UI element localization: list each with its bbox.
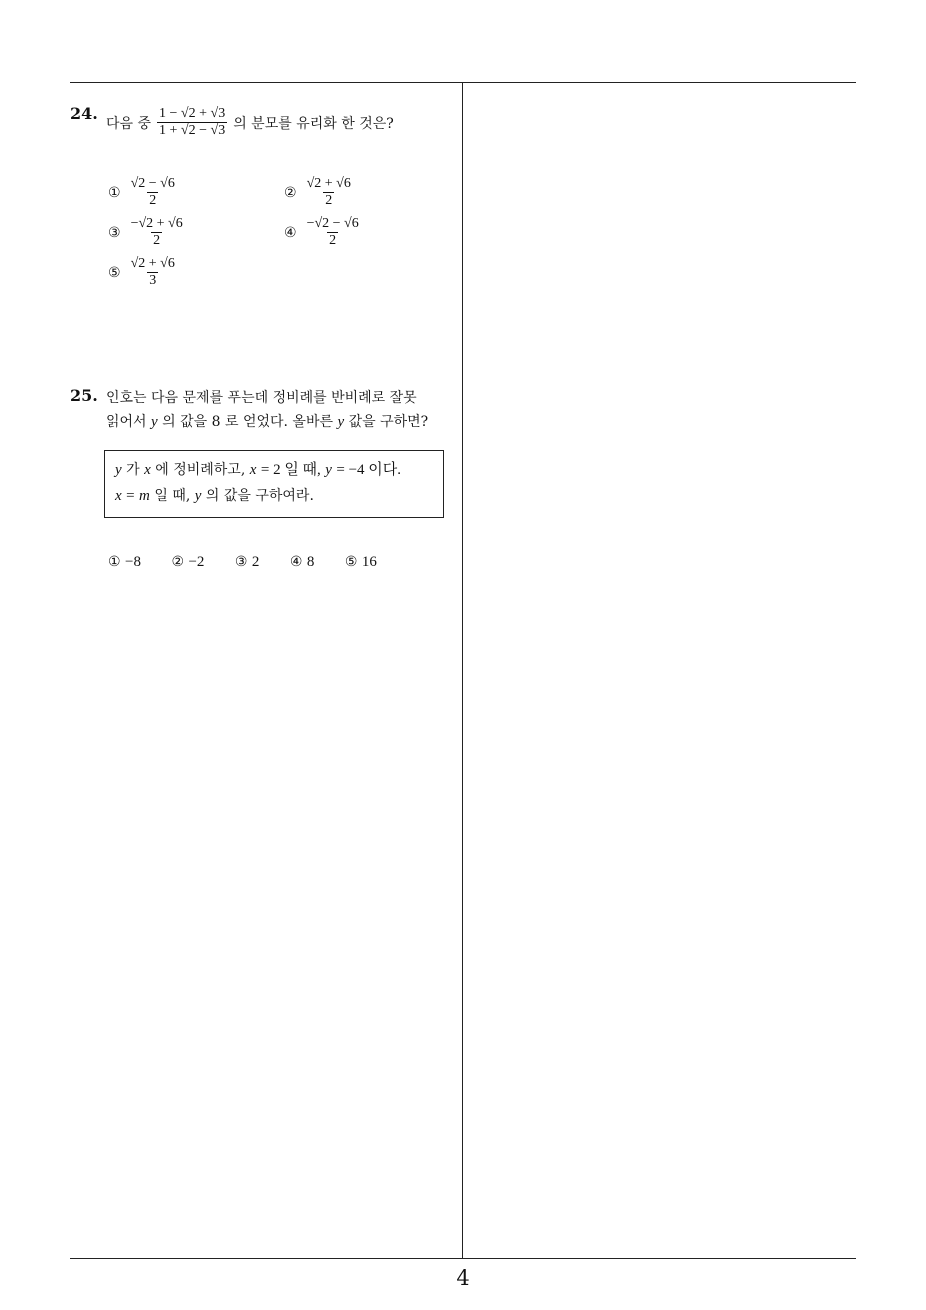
choice-2[interactable]: [284, 176, 353, 209]
choice-1[interactable]: [108, 176, 177, 209]
choice-4[interactable]: [284, 216, 361, 249]
variable-y: y: [115, 462, 122, 478]
choice-1[interactable]: [108, 554, 141, 571]
stem-text: 값을 구하면?: [348, 414, 429, 430]
box-text: = 2 일 때,: [260, 462, 321, 478]
variable-x: x: [249, 462, 257, 478]
choice-value: −2: [188, 554, 205, 570]
box-text: =: [126, 488, 135, 504]
fraction-numerator: √2 − √6: [130, 176, 175, 191]
fraction-denominator: 2: [325, 193, 333, 208]
choice-5[interactable]: [108, 256, 177, 289]
choice-fraction: [305, 216, 361, 249]
fraction-denominator: 2: [329, 233, 337, 248]
question-stem: [106, 386, 428, 434]
choice-2[interactable]: [171, 554, 204, 571]
stem-line-1: 인호는 다음 문제를 푸는데 정비례를 반비례로 잘못: [106, 390, 417, 406]
top-rule: [70, 82, 856, 83]
stem-line-2: [106, 410, 428, 434]
question-number: 24.: [70, 104, 98, 123]
box-text: 에 정비례하고,: [155, 462, 246, 478]
choice-mark: ⑤: [344, 554, 358, 570]
choice-value: 8: [306, 554, 315, 570]
choice-fraction: [305, 176, 353, 209]
box-line-1: [115, 457, 433, 483]
choice-mark: ②: [171, 554, 184, 570]
stem-suffix: 의 분모를 유리화 한 것은?: [233, 115, 394, 132]
fraction-denominator: 1 + √2 − √3: [159, 123, 226, 138]
fraction-denominator: 2: [149, 193, 157, 208]
question-24: [70, 104, 460, 304]
choice-mark: ②: [284, 184, 297, 201]
choice-5[interactable]: [345, 554, 377, 571]
choice-fraction: [129, 256, 177, 289]
box-text: 일 때,: [154, 488, 191, 504]
page-number: 4: [456, 1266, 470, 1290]
choice-mark: ③: [108, 224, 121, 241]
fraction-numerator: −√2 + √6: [130, 216, 183, 231]
fraction-numerator: −√2 − √6: [306, 216, 359, 231]
box-text: 가: [126, 462, 140, 478]
choice-value: −8: [125, 554, 141, 570]
choice-mark: ④: [284, 224, 297, 241]
stem-fraction: [157, 106, 227, 139]
box-text: = −4 이다.: [336, 462, 402, 478]
variable-x: x: [144, 462, 151, 478]
stem-prefix: 다음 중: [106, 115, 152, 132]
choice-value: 2: [251, 554, 260, 570]
box-line-2: [115, 483, 433, 509]
choice-mark: ⑤: [108, 264, 121, 281]
variable-m: m: [139, 488, 150, 504]
box-text: 의 값을 구하여라.: [205, 488, 314, 504]
variable-y: y: [325, 462, 332, 478]
variable-x: x: [115, 488, 122, 504]
fraction-denominator: 3: [149, 273, 157, 288]
choice-3[interactable]: [235, 554, 260, 571]
fraction-numerator: 1 − √2 + √3: [159, 106, 226, 121]
problem-box: [104, 450, 444, 518]
variable-y: y: [194, 488, 202, 504]
column-divider: [462, 82, 463, 1258]
question-stem: [106, 106, 394, 139]
answer-choices: [108, 554, 403, 571]
choice-mark: ①: [108, 184, 121, 201]
choice-value: 16: [361, 554, 377, 570]
choice-4[interactable]: [290, 554, 315, 571]
fraction-numerator: √2 + √6: [306, 176, 351, 191]
fraction-denominator: 2: [153, 233, 161, 248]
choice-fraction: [129, 176, 177, 209]
choice-fraction: [129, 216, 185, 249]
question-25: [70, 386, 460, 586]
bottom-rule: [70, 1258, 856, 1259]
stem-text: 읽어서: [106, 414, 147, 430]
question-number: 25.: [70, 386, 98, 405]
stem-text: 의 값을 8 로 얻었다. 올바른: [162, 414, 334, 430]
variable-y: y: [337, 414, 345, 430]
fraction-numerator: √2 + √6: [130, 256, 175, 271]
choice-mark: ④: [289, 554, 303, 570]
choice-3[interactable]: [108, 216, 185, 249]
choice-mark: ③: [234, 554, 248, 570]
choice-mark: ①: [108, 554, 121, 570]
variable-y: y: [151, 414, 158, 430]
